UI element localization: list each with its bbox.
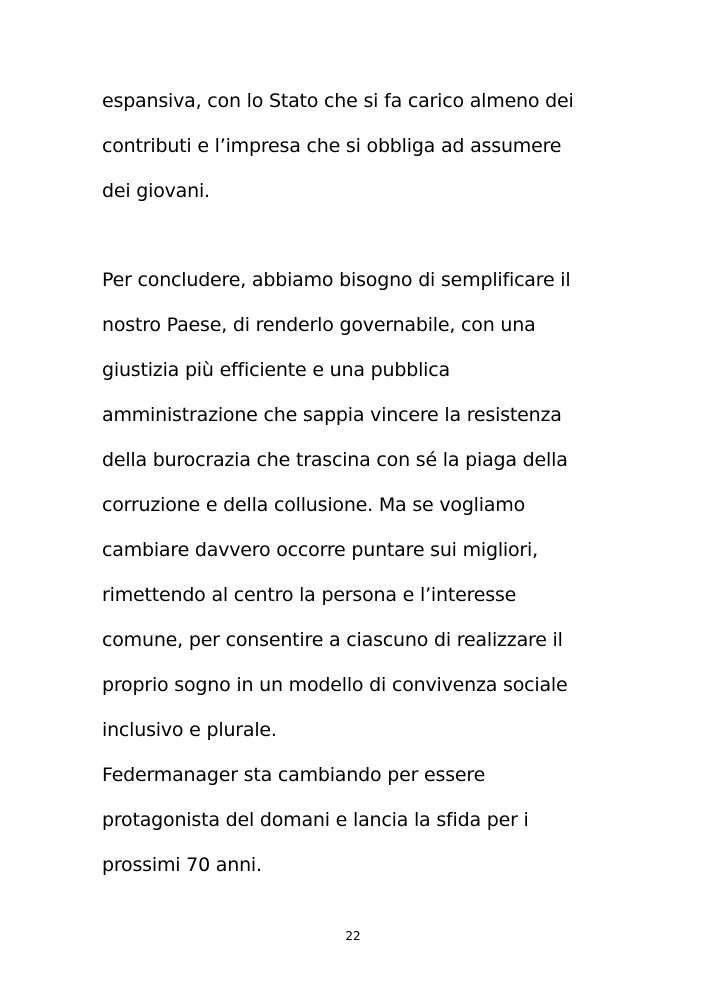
- page-number: 22: [345, 929, 361, 943]
- text-line: della burocrazia che trascina con sé la piaga della: [102, 449, 568, 471]
- text-line: Federmanager sta cambiando per essere: [102, 764, 486, 786]
- text-line: comune, per consentire a ciascuno di realizzare il: [102, 629, 563, 651]
- text-line: espansiva, con lo Stato che si fa carico almeno dei: [102, 90, 574, 112]
- text-line: rimettendo al centro la persona e l’interesse: [102, 584, 517, 606]
- text-line: inclusivo e plurale.: [102, 719, 277, 741]
- text-line: Per concludere, abbiamo bisogno di semplificare il: [102, 269, 571, 291]
- text-line: prossimi 70 anni.: [102, 854, 262, 876]
- text-line: amministrazione che sappia vincere la resistenza: [102, 404, 562, 426]
- text-line: cambiare davvero occorre puntare sui migliori,: [102, 539, 538, 561]
- text-line: nostro Paese, di renderlo governabile, con una: [102, 314, 536, 336]
- text-line: giustizia più efficiente e una pubblica: [102, 359, 450, 381]
- paragraph-1: [102, 79, 622, 214]
- paragraph-2: [102, 258, 622, 888]
- text-line: protagonista del domani e lancia la sfida per i: [102, 809, 529, 831]
- text-line: contributi e l’impresa che si obbliga ad assumere: [102, 135, 562, 157]
- text-line: dei giovani.: [102, 180, 210, 202]
- text-line: proprio sogno in un modello di convivenza sociale: [102, 674, 568, 696]
- text-line: corruzione e della collusione. Ma se vogliamo: [102, 494, 526, 516]
